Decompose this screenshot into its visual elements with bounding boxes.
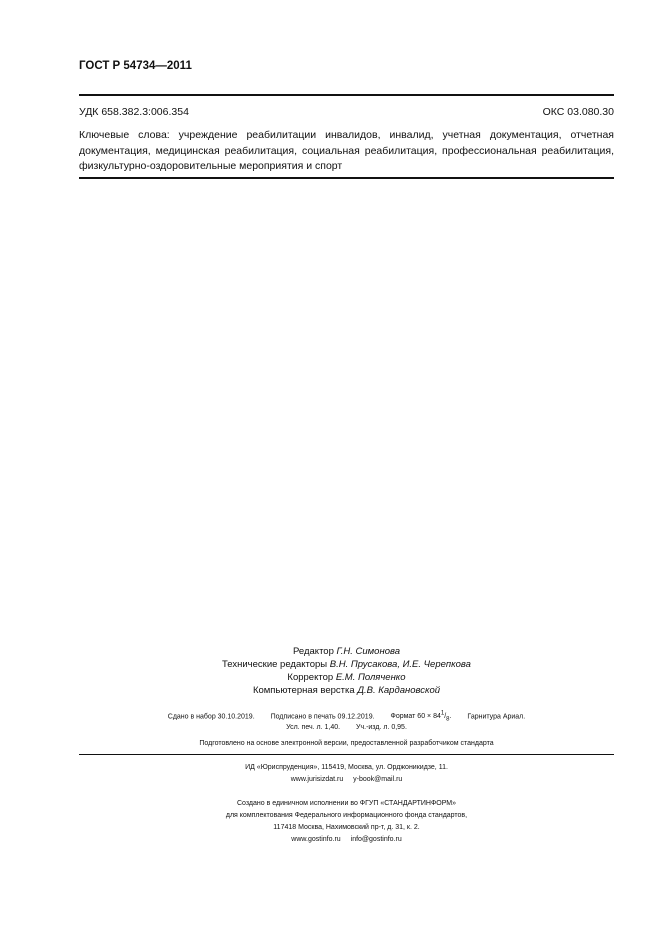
pub-sheets: Уч.-изд. л. 0,95. xyxy=(356,724,407,731)
editor-line xyxy=(79,645,614,658)
print-sheets: Усл. печ. л. 1,40. xyxy=(286,724,341,731)
editor-role: Редактор xyxy=(292,646,334,657)
udc-code: УДК 658.382.3:006.354 xyxy=(79,106,189,118)
keywords-divider xyxy=(79,177,614,179)
tech-editors-role: Технические редакторы xyxy=(222,659,328,670)
credits-block xyxy=(79,645,614,697)
submitted-date: Сдано в набор 30.10.2019. xyxy=(167,713,255,721)
keywords-paragraph: Ключевые слова: учреждение реабилитации инвалидов, инвалид, учетная документация, отчетная документация, медицинская реабилитация, социальная реабилитация, профессиональная реабилитация, физкультурно-оздоровительные мероприятия и спорт xyxy=(79,129,614,172)
prepared-note: Подготовлено на основе электронной версии, предоставленной разработчиком стандарта xyxy=(199,740,494,747)
layout-name: Д.В. Кардановской xyxy=(357,685,441,696)
layout-role: Компьютерная верстка xyxy=(252,685,355,696)
imprint-divider xyxy=(79,754,614,755)
produced-contacts xyxy=(79,833,614,846)
standard-number: ГОСТ Р 54734—2011 xyxy=(79,60,192,72)
corrector-line xyxy=(79,671,614,684)
produced-email: info@gostinfo.ru xyxy=(350,836,402,843)
font-info: Гарнитура Ариал. xyxy=(467,713,526,721)
corrector-name: Е.М. Поляченко xyxy=(335,672,406,683)
format-info: Формат $60 \times 84^1/_8$. xyxy=(390,711,452,723)
header-divider xyxy=(79,94,614,96)
tech-editors-line xyxy=(79,658,614,671)
publisher-email: y-book@mail.ru xyxy=(353,776,403,783)
oks-code: ОКС 03.080.30 xyxy=(542,106,614,118)
corrector-role: Корректор xyxy=(287,672,334,683)
produced-line-1: Создано в единичном исполнении во ФГУП «СТАНДАРТИНФОРМ» xyxy=(236,800,457,807)
imprint-line-2 xyxy=(79,721,614,734)
publisher-address: ИД «Юриспруденция», 115419, Москва, ул. Орджоникидзе, 11. xyxy=(245,764,448,771)
produced-line-2: для комплектования Федерального информационного фонда стандартов, xyxy=(225,812,468,819)
produced-site: www.gostinfo.ru xyxy=(291,836,341,843)
layout-line xyxy=(79,684,614,697)
editor-name: Г.Н. Симонова xyxy=(336,646,401,657)
tech-editors-names: В.Н. Прусакова, И.Е. Черепкова xyxy=(329,659,471,670)
publisher-site: www.jurisizdat.ru xyxy=(290,776,344,783)
signed-date: Подписано в печать 09.12.2019. xyxy=(270,713,375,721)
produced-line-3: 117418 Москва, Нахимовский пр-т, д. 31, к. 2. xyxy=(273,824,420,831)
publisher-contacts xyxy=(79,773,614,786)
